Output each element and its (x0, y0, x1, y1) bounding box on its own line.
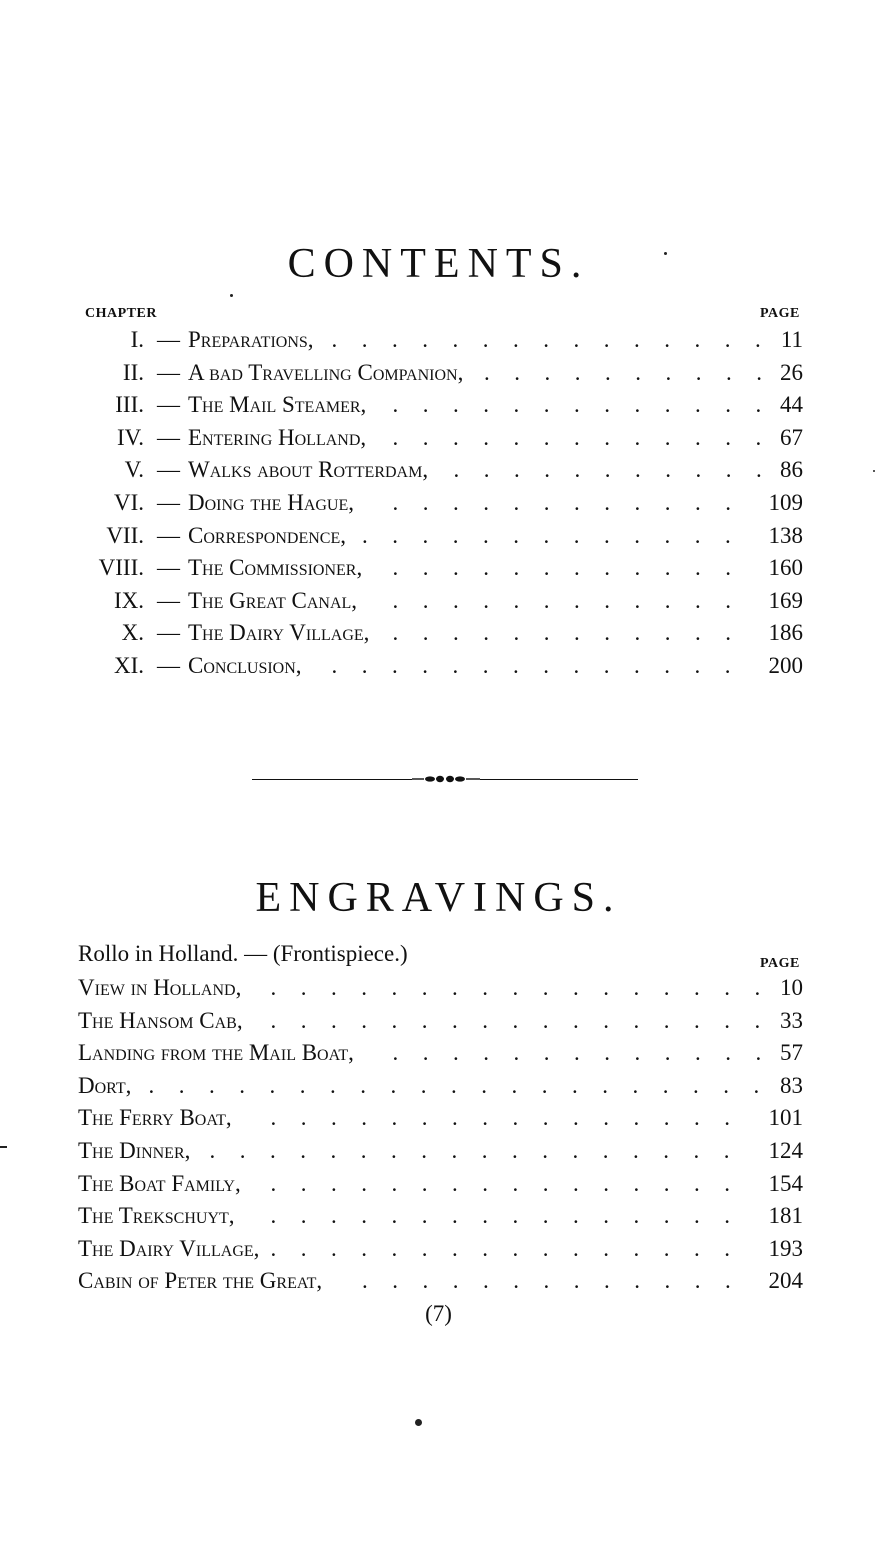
leader-dots: ............. (392, 1040, 786, 1066)
engraving-page-number: 154 (768, 1170, 803, 1196)
engraving-row (0, 1135, 877, 1167)
leader-dots: ................. (270, 1007, 785, 1033)
chapter-title: The Mail Steamer, (188, 392, 367, 418)
chapter-number: X. (121, 620, 144, 646)
chapter-title: Doing the Hague, (188, 490, 355, 515)
leader-dots: ................. (270, 975, 785, 1000)
chapter-title: The Great Canal, (188, 587, 358, 613)
chapter-row (0, 650, 877, 682)
ornamental-divider (252, 778, 638, 782)
engraving-page-number: 101 (768, 1105, 803, 1131)
engraving-row (0, 1168, 877, 1200)
engraving-title: The Dinner, (78, 1138, 191, 1163)
chapter-number: III. (115, 392, 144, 418)
engraving-title: The Trekschuyt, (78, 1203, 235, 1229)
print-speck (0, 1146, 7, 1148)
chapter-number: IV. (116, 424, 144, 450)
engraving-page-number: 124 (768, 1138, 803, 1163)
leader-dots: ............. (362, 1268, 756, 1294)
engraving-page-number: 193 (768, 1235, 803, 1261)
chapter-dash: — (157, 587, 180, 613)
leader-dots: ................ (270, 1105, 755, 1131)
leader-dots: .......... (484, 359, 787, 385)
chapter-number: VII. (106, 522, 144, 548)
engraving-row (0, 1005, 877, 1037)
chapter-number: VIII. (98, 555, 144, 581)
engraving-page-number: 83 (780, 1072, 803, 1098)
chapter-number: IX. (113, 587, 144, 613)
chapter-dash: — (157, 392, 180, 418)
chapter-dash: — (157, 620, 180, 646)
chapter-page-number: 169 (768, 587, 803, 613)
chapter-row (0, 324, 877, 356)
print-speck (873, 470, 875, 472)
chapter-page-number: 44 (780, 392, 803, 418)
engraving-page-number: 204 (768, 1268, 803, 1294)
chapter-title: The Commissioner, (188, 555, 363, 581)
engraving-page-number: 10 (780, 975, 803, 1000)
chapter-page-number: 200 (768, 653, 803, 678)
engraving-row (0, 1265, 877, 1297)
leader-dots: ............ (392, 587, 756, 613)
chapter-column-label: CHAPTER (85, 306, 157, 321)
engravings-page-label: PAGE (760, 956, 800, 971)
chapter-dash: — (157, 522, 180, 548)
chapter-page-number: 160 (768, 555, 803, 581)
engraving-page-number: 57 (780, 1040, 803, 1066)
leader-dots: ..................... (148, 1072, 784, 1098)
engraving-row (0, 1037, 877, 1069)
chapter-page-number: 86 (780, 457, 803, 483)
chapter-page-number: 26 (780, 359, 803, 385)
engravings-heading: ENGRAVINGS. (255, 875, 622, 921)
chapter-row (0, 454, 877, 486)
chapter-dash: — (157, 653, 180, 678)
leader-dots: ................ (270, 1203, 755, 1229)
chapter-title: Walks about Rotterdam, (188, 457, 429, 483)
frontispiece-row (0, 938, 877, 970)
engraving-page-number: 33 (780, 1007, 803, 1033)
chapter-dash: — (157, 457, 180, 483)
leader-dots: ............ (392, 555, 756, 581)
engraving-title: Landing from the Mail Boat, (78, 1040, 354, 1066)
engraving-row (0, 1200, 877, 1232)
chapter-title: Correspondence, (188, 522, 346, 548)
leader-dots: ............... (331, 327, 786, 352)
chapter-page-number: 11 (780, 327, 803, 352)
engraving-row (0, 1070, 877, 1102)
print-speck (664, 252, 667, 255)
chapter-row (0, 585, 877, 617)
leader-dots: ............. (392, 424, 786, 450)
print-speck (230, 294, 233, 297)
page-column-label: PAGE (760, 306, 800, 321)
chapter-title: The Dairy Village, (188, 620, 370, 646)
chapter-page-number: 186 (768, 620, 803, 646)
chapter-number: II. (122, 359, 144, 385)
engraving-title: View in Holland, (78, 975, 242, 1000)
chapter-title: A bad Travelling Companion, (188, 359, 464, 385)
engraving-title: Cabin of Peter the Great, (78, 1268, 323, 1294)
chapter-row (0, 520, 877, 552)
chapter-dash: — (157, 359, 180, 385)
engraving-row (0, 1102, 877, 1134)
chapter-number: I. (130, 327, 144, 352)
chapter-row (0, 357, 877, 389)
chapter-title: Entering Holland, (188, 424, 367, 450)
engraving-title: The Hansom Cab, (78, 1007, 243, 1033)
engraving-row (0, 1233, 877, 1265)
chapter-page-number: 67 (780, 424, 803, 450)
chapter-title: Conclusion, (188, 653, 302, 678)
leader-dots: ............ (392, 620, 756, 646)
chapter-dash: — (157, 424, 180, 450)
chapter-number: V. (124, 457, 144, 483)
engraving-title: Dort, (78, 1072, 132, 1098)
chapter-number: VI. (113, 490, 144, 515)
contents-heading: CONTENTS. (287, 241, 590, 287)
chapter-row (0, 422, 877, 454)
leader-dots: ........... (453, 457, 787, 483)
chapter-dash: — (157, 490, 180, 515)
chapter-row (0, 487, 877, 519)
print-speck (415, 1419, 422, 1426)
leader-dots: ............ (392, 490, 756, 515)
engraving-title: The Dairy Village, (78, 1235, 260, 1261)
leader-dots: .............. (331, 653, 755, 678)
chapter-row (0, 617, 877, 649)
frontispiece-title: Rollo in Holland. — (Frontispiece.) (78, 941, 408, 966)
leader-dots: ................ (270, 1235, 755, 1261)
chapter-number: XI. (113, 653, 144, 678)
chapter-page-number: 109 (768, 490, 803, 515)
chapter-row (0, 389, 877, 421)
leader-dots: ............. (362, 522, 756, 548)
engraving-title: The Boat Family, (78, 1170, 241, 1196)
leader-dots: ............. (392, 392, 786, 418)
leader-dots: ................ (270, 1170, 755, 1196)
chapter-row (0, 552, 877, 584)
chapter-dash: — (157, 327, 180, 352)
chapter-dash: — (157, 555, 180, 581)
leader-dots: .................. (209, 1138, 754, 1163)
page-number: (7) (425, 1301, 452, 1326)
chapter-title: Preparations, (188, 327, 314, 352)
engraving-row (0, 972, 877, 1004)
engraving-page-number: 181 (768, 1203, 803, 1229)
chapter-page-number: 138 (768, 522, 803, 548)
engraving-title: The Ferry Boat, (78, 1105, 232, 1131)
